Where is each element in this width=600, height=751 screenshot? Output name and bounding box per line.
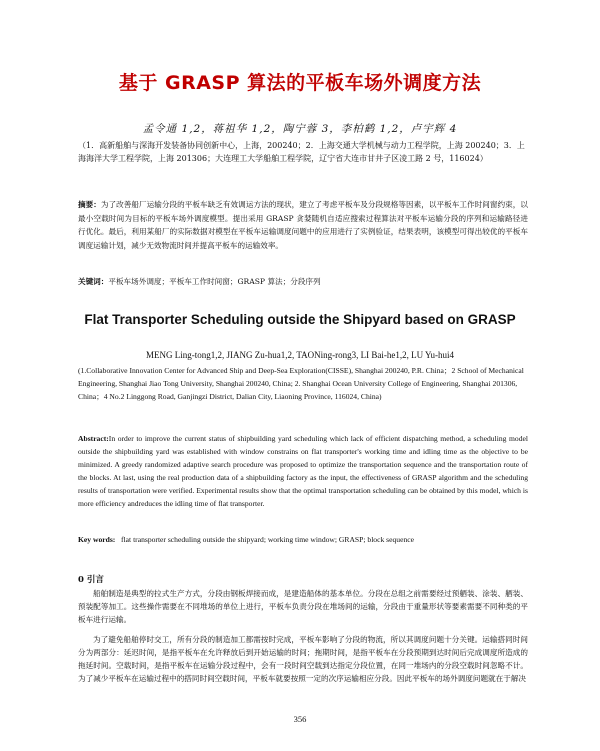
english-abstract-text: In order to improve the current status of shipbuilding yard scheduling which lack of efficient dispatching method, a scheduling model outside the shipbuilding yard was established with window constrains on flat transporter's working time and idling time as the objective to be minimized. A greedy randomized adaptive search procedure was proposed to optimize the transportation sequence and the transportation route of the blocks. At last, using the real production data of a shipbuilding factory as the input, the effectiveness of GRASP algorithm and the scheduling results of transportation were verified. Experimental results show that the optimal transportation scheduling can be obtained by this model, which is more efficiency andreduces the idling time of flat transporter. xyxy=(78,434,528,509)
english-title: Flat Transporter Scheduling outside the Shipyard based on GRASP xyxy=(84,312,516,327)
english-abstract xyxy=(78,432,528,511)
english-authors: MENG Ling-tong1,2, JIANG Zu-hua1,2, TAONing-rong3, LI Bai-he1,2, LU Yu-hui4 xyxy=(146,350,454,360)
chinese-abstract xyxy=(78,198,528,252)
chinese-authors: 孟令通 1,2，蒋祖华 1,2，陶宁蓉 3，李柏鹤 1,2，卢宇辉 4 xyxy=(142,123,458,135)
body-paragraph: 为了避免船舶停时交工，所有分段的制造加工都需按时完成，平板车影响了分段的物流，所以其调度问题十分关键。运输搭同时间分为两部分：延迟时间，是指平板车在允许释放后到开始运输的时间；拖期时间，是指平板车在分段预期到达时间后完成调度所造成的拖延时间。空载时间，是指平板车在运输分段过程中，会有一段时间空载到达指定分段位置，在同一堆场内的分段空载时间忽略不计。为了减少平板车在运输过程中的搭同时间空载时间，平板车就要按照一定的次序运输相应分段。因此平板车的场外调度问题就在于解决 xyxy=(78,635,528,683)
english-affiliation: (1.Collaborative Innovation Center for Advanced Ship and Deep-Sea Exploration(CISSE), Shanghai 200240, P.R. China；2 School of Mechanical Engineering, Shanghai Jiao Tong University, Shanghai 200240, China; 2. Shanghai Ocean University College of Engineering, Shanghai 201306, China；4 No.2 Linggong Road, Ganjingzi District, Dalian City, Liaoning Province, 116024, China) xyxy=(78,366,524,401)
body-paragraph: 船舶制造是典型的拉式生产方式，分段由钢板焊接而成，是建造船体的基本单位。分段在总组之前需要经过预舾装、涂装、舾装、预装配等加工。这些操作需要在不同堆场的单位上进行，平板车负责分段在堆场间的运输，分段由于重量形状等要素需要不同种类的平板车进行运输。 xyxy=(78,589,528,624)
chinese-abstract-label: 摘要： xyxy=(78,200,101,209)
chinese-affiliation: （1．高新船舶与深海开发装备协同创新中心，上海，200240；2．上海交通大学机械与动力工程学院，上海 200240；3．上海海洋大学工程学院，上海 201306；大连理工大学船舶工程学院，辽宁省大连市甘井子区凌工路 2 号，116024） xyxy=(78,141,525,163)
chinese-keywords xyxy=(78,276,528,288)
english-keywords-label: Key words: xyxy=(78,535,116,544)
english-keywords-text: flat transporter scheduling outside the shipyard; working time window; GRASP; block sequence xyxy=(121,535,414,544)
chinese-keywords-label: 关键词： xyxy=(78,277,109,286)
section-heading: 0 引言 xyxy=(78,575,104,585)
chinese-abstract-text: 为了改善船厂运输分段的平板车缺乏有效调运方法的现状，建立了考虑平板车及分段规格等因素，以平板车工作时间窗约束，以最小空载时间为目标的平板车场外调度模型。提出采用 GRASP 贪婪随机自适应搜索过程算法对平板车运输分段的序列和运输路径进行优化。最后，利用某船厂的实际数据对模型在平板车运输调度问题中的应用进行了实例验证，结果表明，该模型可得出较优的平板车调度运输计划，减少无效物流时间并提高平板车的运输效率。 xyxy=(78,200,529,250)
english-abstract-label: Abstract: xyxy=(78,434,109,443)
chinese-title: 基于 GRASP 算法的平板车场外调度方法 xyxy=(118,72,482,94)
page-number: 356 xyxy=(293,714,307,724)
chinese-keywords-text: 平板车场外调度；平板车工作时间窗；GRASP 算法；分段序列 xyxy=(108,277,321,286)
english-keywords xyxy=(78,534,528,546)
